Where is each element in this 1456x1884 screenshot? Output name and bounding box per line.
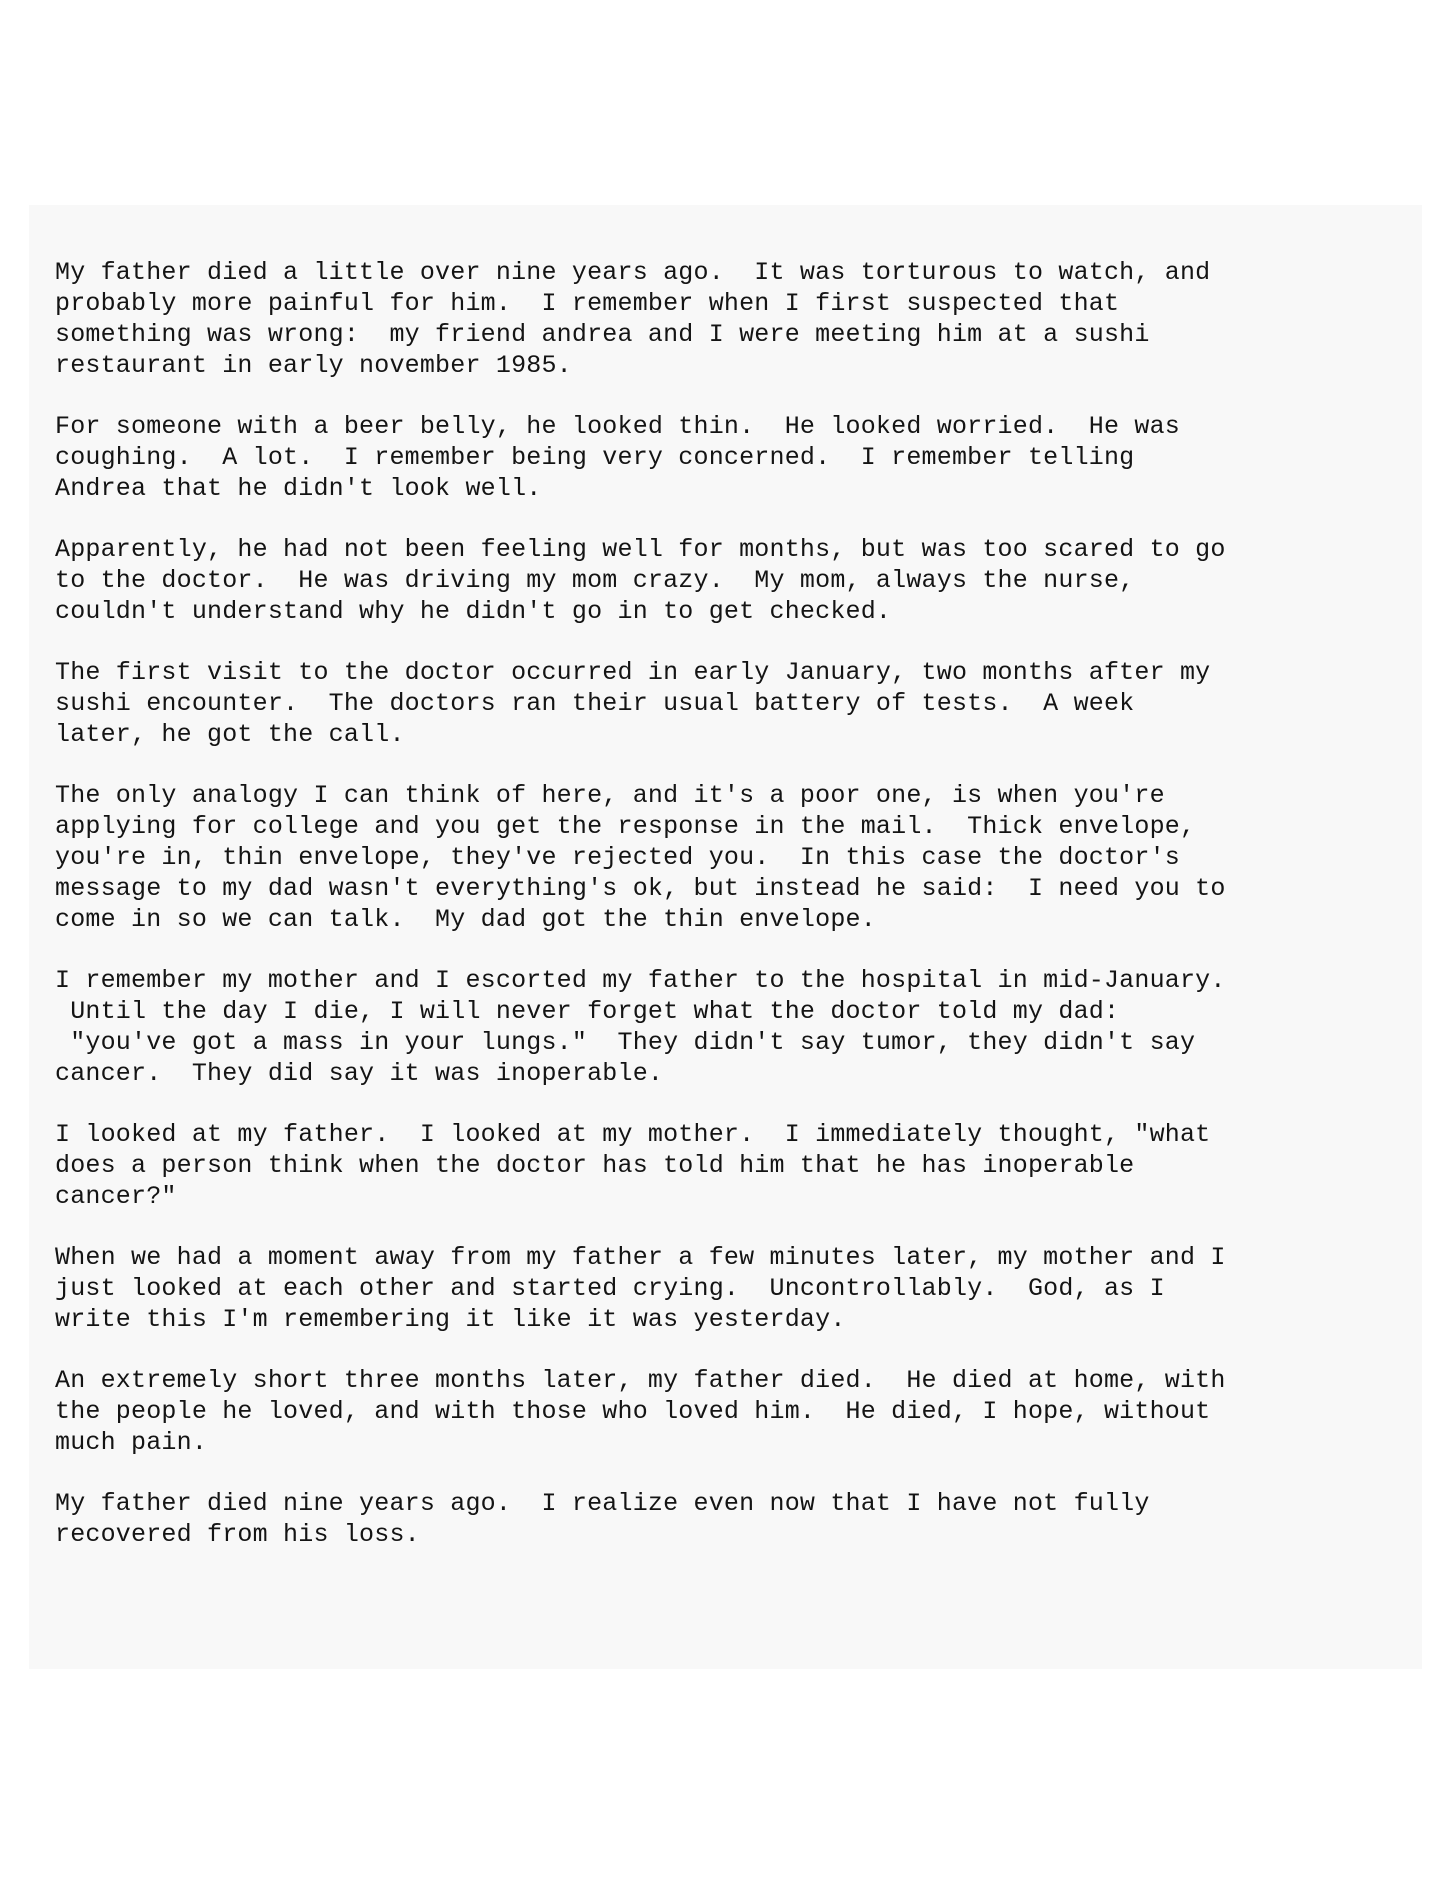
text-line: does a person think when the doctor has told him that he has inoperable	[55, 1151, 1135, 1180]
text-line: Apparently, he had not been feeling well for months, but was too scared to go	[55, 535, 1226, 564]
paragraph	[55, 1365, 1385, 1458]
text-line: I looked at my father. I looked at my mother. I immediately thought, "what	[55, 1120, 1211, 1149]
paragraph	[55, 965, 1385, 1089]
paragraph	[55, 534, 1385, 627]
text-line: write this I'm remembering it like it was yesterday.	[55, 1305, 846, 1334]
paragraph	[55, 657, 1385, 750]
text-line: restaurant in early november 1985.	[55, 351, 572, 380]
text-line: couldn't understand why he didn't go in to get checked.	[55, 597, 892, 626]
paragraph	[55, 1242, 1385, 1335]
text-line: My father died a little over nine years ago. It was torturous to watch, and	[55, 258, 1211, 287]
text-line: come in so we can talk. My dad got the thin envelope.	[55, 905, 876, 934]
text-line: just looked at each other and started crying. Uncontrollably. God, as I	[55, 1274, 1165, 1303]
text-line: sushi encounter. The doctors ran their usual battery of tests. A week	[55, 689, 1135, 718]
text-line: I remember my mother and I escorted my father to the hospital in mid-January.	[55, 966, 1226, 995]
text-line: cancer. They did say it was inoperable.	[55, 1059, 664, 1088]
text-line: coughing. A lot. I remember being very concerned. I remember telling	[55, 443, 1135, 472]
text-line: Andrea that he didn't look well.	[55, 474, 542, 503]
text-line: When we had a moment away from my father a few minutes later, my mother and I	[55, 1243, 1226, 1272]
paragraph	[55, 411, 1385, 504]
text-line: you're in, thin envelope, they've rejected you. In this case the doctor's	[55, 843, 1180, 872]
text-line: Until the day I die, I will never forget what the doctor told my dad:	[55, 997, 1120, 1026]
text-line: message to my dad wasn't everything's ok, but instead he said: I need you to	[55, 874, 1226, 903]
text-line: the people he loved, and with those who loved him. He died, I hope, without	[55, 1397, 1211, 1426]
text-line: An extremely short three months later, my father died. He died at home, with	[55, 1366, 1226, 1395]
text-line: cancer?"	[55, 1182, 177, 1211]
paragraph	[55, 1488, 1385, 1550]
text-line: "you've got a mass in your lungs." They didn't say tumor, they didn't say	[55, 1028, 1196, 1057]
text-line: My father died nine years ago. I realize even now that I have not fully	[55, 1489, 1150, 1518]
paragraph	[55, 1119, 1385, 1212]
text-line: applying for college and you get the response in the mail. Thick envelope,	[55, 812, 1196, 841]
paragraph	[55, 257, 1385, 381]
text-line: something was wrong: my friend andrea and I were meeting him at a sushi	[55, 320, 1150, 349]
text-line: For someone with a beer belly, he looked thin. He looked worried. He was	[55, 412, 1180, 441]
text-line: The only analogy I can think of here, and it's a poor one, is when you're	[55, 781, 1165, 810]
text-line: recovered from his loss.	[55, 1520, 420, 1549]
text-line: much pain.	[55, 1428, 208, 1457]
text-line: later, he got the call.	[55, 720, 405, 749]
paragraph	[55, 780, 1385, 935]
text-line: probably more painful for him. I remember when I first suspected that	[55, 289, 1120, 318]
text-line: The first visit to the doctor occurred in early January, two months after my	[55, 658, 1211, 687]
document-body	[55, 257, 1385, 1580]
text-line: to the doctor. He was driving my mom crazy. My mom, always the nurse,	[55, 566, 1135, 595]
